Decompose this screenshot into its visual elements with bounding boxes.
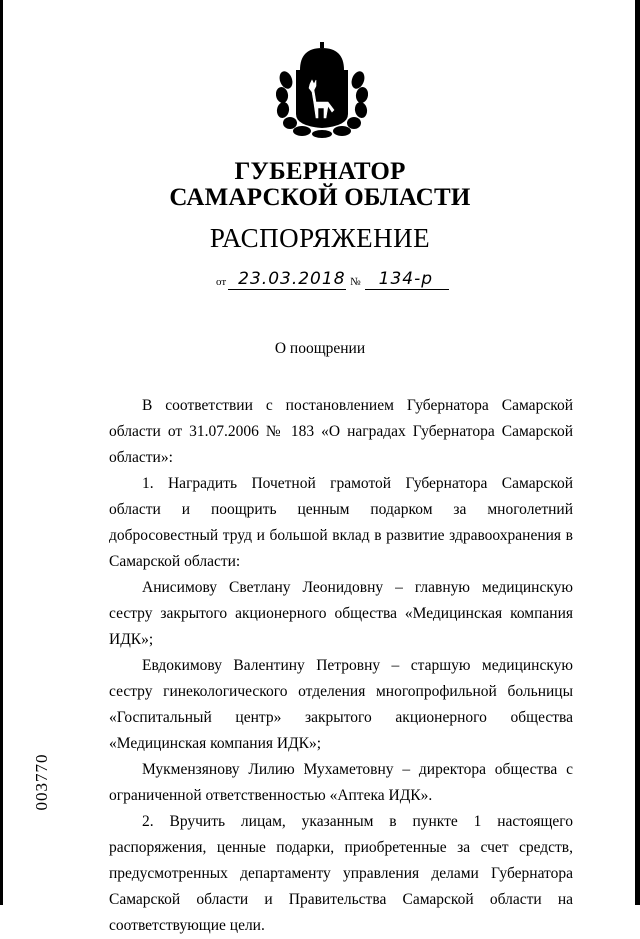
date-label: от bbox=[216, 276, 227, 288]
handwritten-number: 134-р bbox=[365, 269, 449, 290]
number-label: № bbox=[350, 276, 361, 288]
handwritten-date: 23.03.2018 bbox=[228, 269, 346, 290]
document-type: РАСПОРЯЖЕНИЕ bbox=[209, 223, 431, 253]
date-number-line bbox=[216, 268, 449, 290]
paragraph-item-1: 1. Наградить Почетной грамотой Губернатора Самарской области и поощрить ценным подарком за многолетний добросовестный труд и большой вклад в развитие здравоохранения в Самарской области: bbox=[109, 475, 573, 570]
paragraph-legal-basis: В соответствии с постановлением Губернатора Самарской области от 31.07.2006 № 183 «О наградах Губернатора Самарской области»: bbox=[109, 397, 573, 466]
scan-edge-right bbox=[635, 0, 640, 905]
paragraph-item-2: 2. Вручить лицам, указанным в пункте 1 настоящего распоряжения, ценные подарки, приобретенные за счет средств, предусмотренных департаменту управления делами Губернатора Самарской области и Правительства Самарской области на соответствующие цели. bbox=[109, 813, 573, 934]
issuer-line-2: САМАРСКОЙ ОБЛАСТИ bbox=[169, 184, 471, 211]
coat-of-arms-icon bbox=[276, 40, 368, 138]
margin-stamp-number: 003770 bbox=[32, 753, 51, 811]
paragraph-awardee-1: Анисимову Светлану Леонидовну – главную медицинскую сестру закрытого акционерного общества «Медицинская компания ИДК»; bbox=[109, 579, 573, 648]
issuer-line-1: ГУБЕРНАТОР bbox=[234, 158, 406, 185]
scan-edge-left bbox=[0, 0, 3, 905]
paragraph-awardee-3: Мукмензянову Лилию Мухаметовну – директора общества с ограниченной ответственностью «Аптека ИДК». bbox=[109, 761, 573, 804]
paragraph-awardee-2: Евдокимову Валентину Петровну – старшую медицинскую сестру гинекологического отделения многопрофильной больницы «Госпитальный центр» закрытого акционерного общества «Медицинская компания ИДК»; bbox=[109, 657, 573, 752]
document-subject: О поощрении bbox=[274, 340, 366, 357]
document-body bbox=[109, 393, 573, 939]
